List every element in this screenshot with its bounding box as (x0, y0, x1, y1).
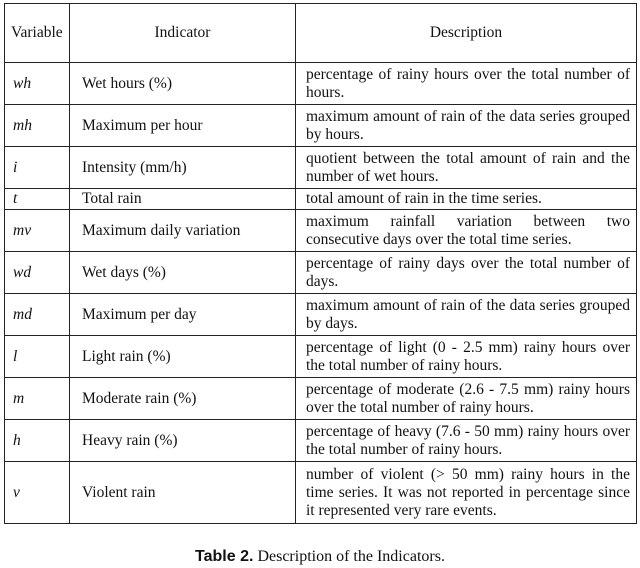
table-row (5, 336, 637, 378)
cell-indicator: Light rain (%) (70, 336, 296, 378)
cell-indicator: Maximum daily variation (70, 210, 296, 252)
cell-indicator: Moderate rain (%) (70, 378, 296, 420)
cell-description: maximum amount of rain of the data series grouped by days. (296, 294, 637, 336)
table-row (5, 420, 637, 462)
cell-variable: mv (5, 210, 70, 252)
cell-variable: wd (5, 252, 70, 294)
table-header-row (5, 4, 637, 63)
caption-label: Table 2. (195, 548, 254, 565)
table-row (5, 378, 637, 420)
cell-indicator: Heavy rain (%) (70, 420, 296, 462)
cell-indicator: Maximum per day (70, 294, 296, 336)
cell-description: number of violent (> 50 mm) rainy hours in the time series. It was not reported in percentage since it represented very rare events. (296, 462, 637, 524)
cell-description: percentage of moderate (2.6 - 7.5 mm) rainy hours over the total number of rainy hours. (296, 378, 637, 420)
header-indicator: Indicator (70, 4, 296, 63)
cell-variable: i (5, 147, 70, 189)
indicators-table (4, 3, 637, 524)
header-description: Description (296, 4, 637, 63)
table-caption (0, 548, 640, 566)
cell-indicator: Total rain (70, 189, 296, 210)
cell-variable: m (5, 378, 70, 420)
table-row (5, 189, 637, 210)
cell-variable: v (5, 462, 70, 524)
cell-variable: t (5, 189, 70, 210)
cell-description: total amount of rain in the time series. (296, 189, 637, 210)
cell-variable: wh (5, 63, 70, 105)
cell-description: maximum amount of rain of the data series grouped by hours. (296, 105, 637, 147)
table-row (5, 210, 637, 252)
cell-variable: l (5, 336, 70, 378)
table-row (5, 147, 637, 189)
cell-description: percentage of rainy days over the total number of days. (296, 252, 637, 294)
cell-description: percentage of light (0 - 2.5 mm) rainy hours over the total number of rainy hours. (296, 336, 637, 378)
table-row (5, 252, 637, 294)
table-row (5, 105, 637, 147)
cell-variable: mh (5, 105, 70, 147)
cell-variable: h (5, 420, 70, 462)
indicators-table-container (4, 3, 636, 524)
table-row (5, 462, 637, 524)
cell-description: percentage of heavy (7.6 - 50 mm) rainy hours over the total number of rainy hours. (296, 420, 637, 462)
cell-indicator: Wet hours (%) (70, 63, 296, 105)
table-row (5, 294, 637, 336)
caption-text: Description of the Indicators. (257, 548, 445, 565)
cell-indicator: Violent rain (70, 462, 296, 524)
table-row (5, 63, 637, 105)
cell-indicator: Wet days (%) (70, 252, 296, 294)
cell-description: quotient between the total amount of rain and the number of wet hours. (296, 147, 637, 189)
header-variable: Variable (5, 4, 70, 63)
cell-description: percentage of rainy hours over the total number of hours. (296, 63, 637, 105)
cell-description: maximum rainfall variation between two consecutive days over the total time series. (296, 210, 637, 252)
cell-variable: md (5, 294, 70, 336)
cell-indicator: Intensity (mm/h) (70, 147, 296, 189)
cell-indicator: Maximum per hour (70, 105, 296, 147)
